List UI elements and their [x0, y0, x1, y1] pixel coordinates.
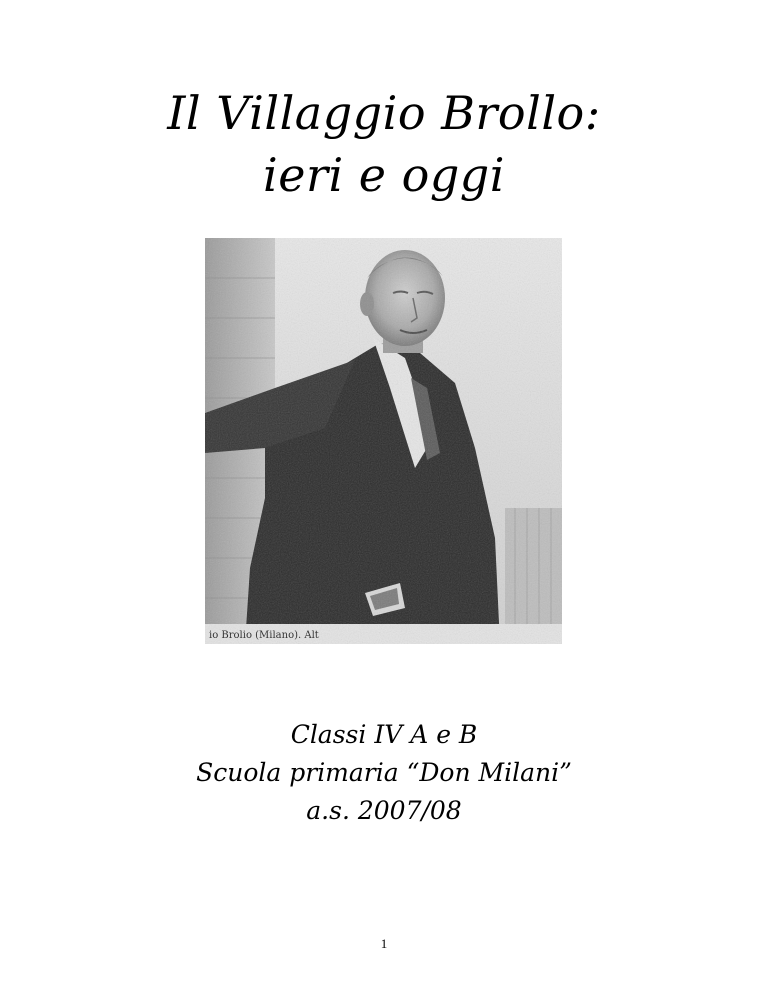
portrait-photo: [205, 238, 562, 644]
title-line-1: Il Villaggio Brollo:: [167, 86, 601, 140]
school-line: Scuola primaria “Don Milani”: [196, 758, 572, 787]
title-line-2: ieri e oggi: [263, 148, 505, 202]
document-title: [0, 82, 768, 206]
school-year-line: a.s. 2007/08: [306, 796, 462, 825]
class-line: Classi IV A e B: [290, 720, 478, 749]
class-info: [0, 716, 768, 830]
page-number: 1: [380, 936, 388, 951]
portrait-photo-illustration: [205, 238, 562, 644]
